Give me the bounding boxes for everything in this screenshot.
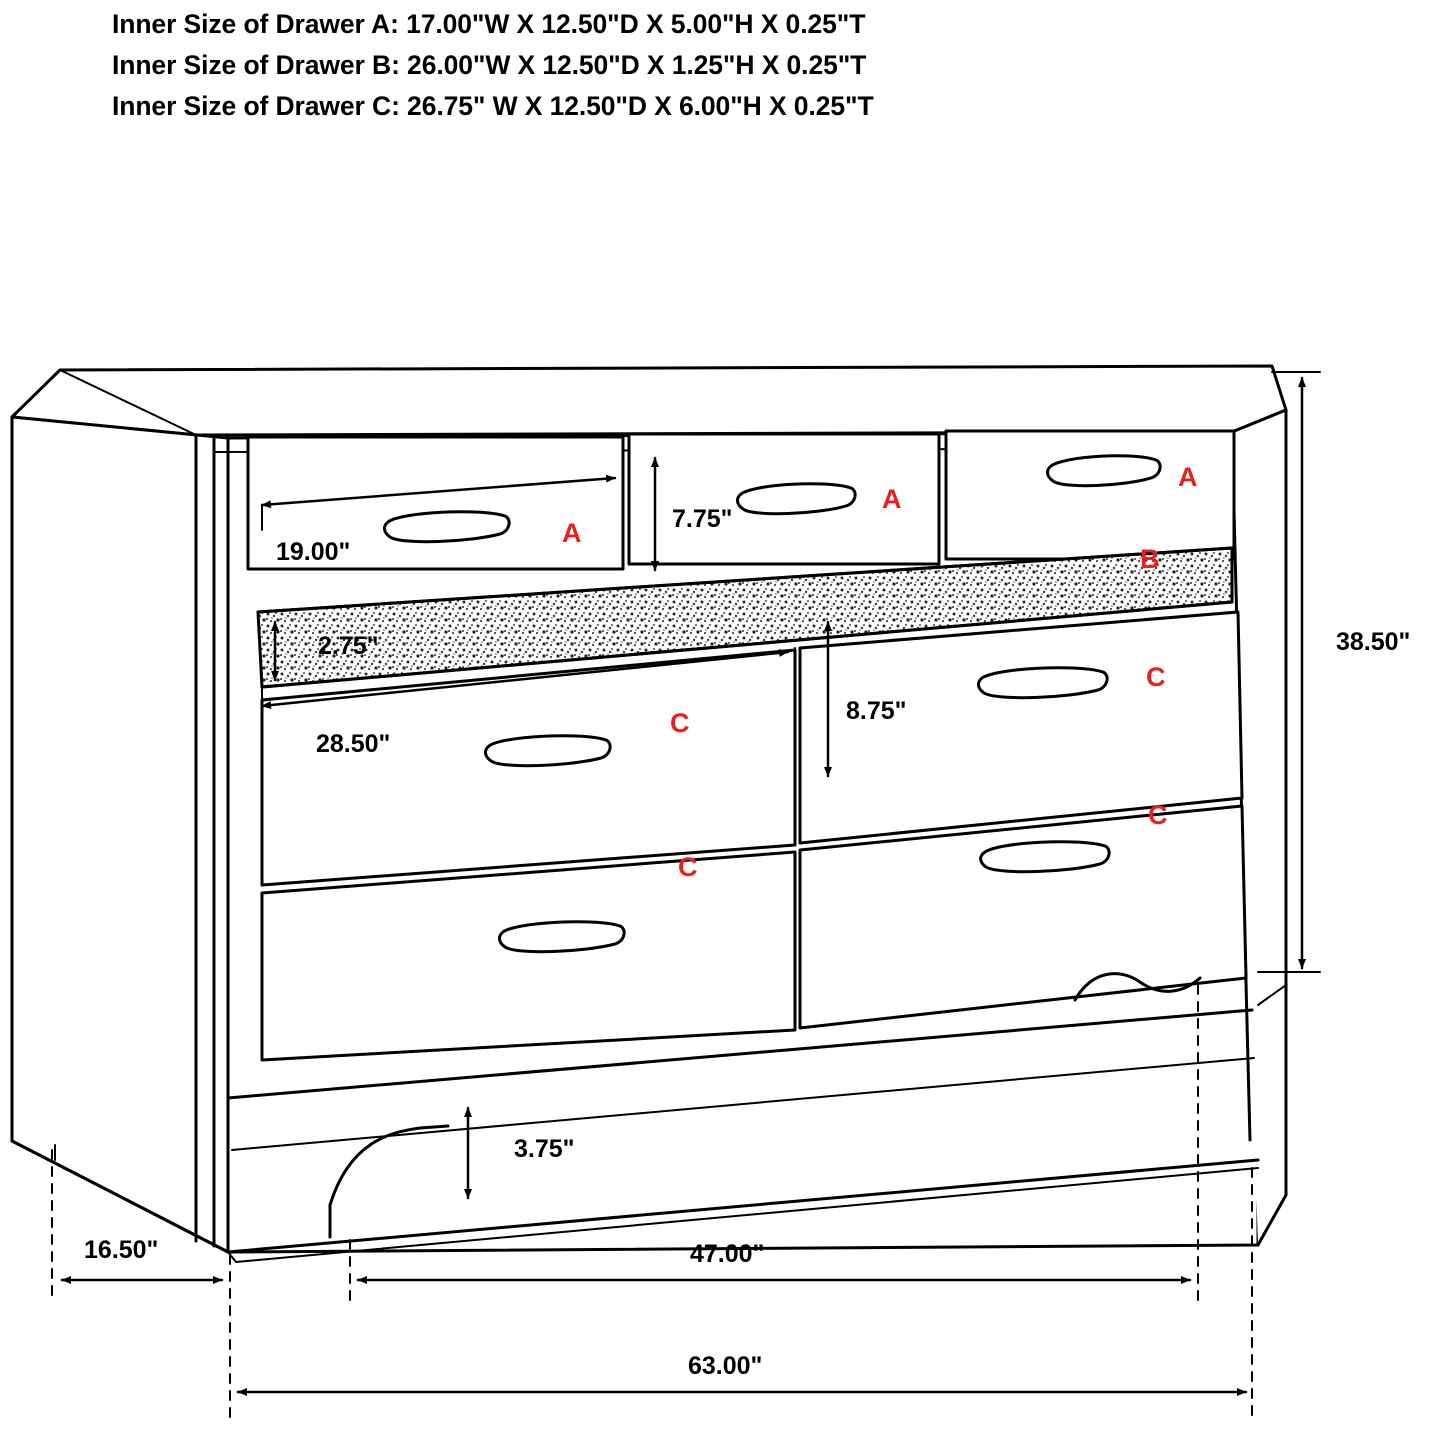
dim-drawer-b-height: 2.75"	[318, 632, 379, 660]
dim-overall-width: 63.00"	[688, 1352, 763, 1380]
dim-drawer-c-height: 8.75"	[846, 697, 907, 725]
dim-overall-height: 38.50"	[1336, 628, 1411, 656]
label-drawer-c-lower-left: C	[678, 852, 698, 882]
dim-foot-span: 47.00"	[690, 1240, 765, 1268]
label-drawer-b: B	[1140, 544, 1160, 574]
label-drawer-c-lower-right: C	[1148, 800, 1168, 830]
dim-depth: 16.50"	[84, 1236, 159, 1264]
label-drawer-c-upper-right: C	[1146, 662, 1166, 692]
label-drawer-c-upper-left: C	[670, 708, 690, 738]
spec-line-drawer-a: Inner Size of Drawer A: 17.00"W X 12.50"D X 5.00"H X 0.25"T	[112, 9, 866, 39]
dim-drawer-a-width: 19.00"	[276, 538, 351, 566]
spec-line-drawer-b: Inner Size of Drawer B: 26.00"W X 12.50"D X 1.25"H X 0.25"T	[112, 50, 867, 80]
label-drawer-a-right: A	[1178, 462, 1198, 492]
label-drawer-a-middle: A	[882, 484, 902, 514]
spec-line-drawer-c: Inner Size of Drawer C: 26.75" W X 12.50"D X 6.00"H X 0.25"T	[112, 91, 874, 121]
dim-drawer-c-width: 28.50"	[316, 730, 391, 758]
dim-leg-clearance: 3.75"	[514, 1135, 575, 1163]
dim-drawer-a-height: 7.75"	[672, 505, 733, 533]
label-drawer-a-left: A	[562, 518, 582, 548]
